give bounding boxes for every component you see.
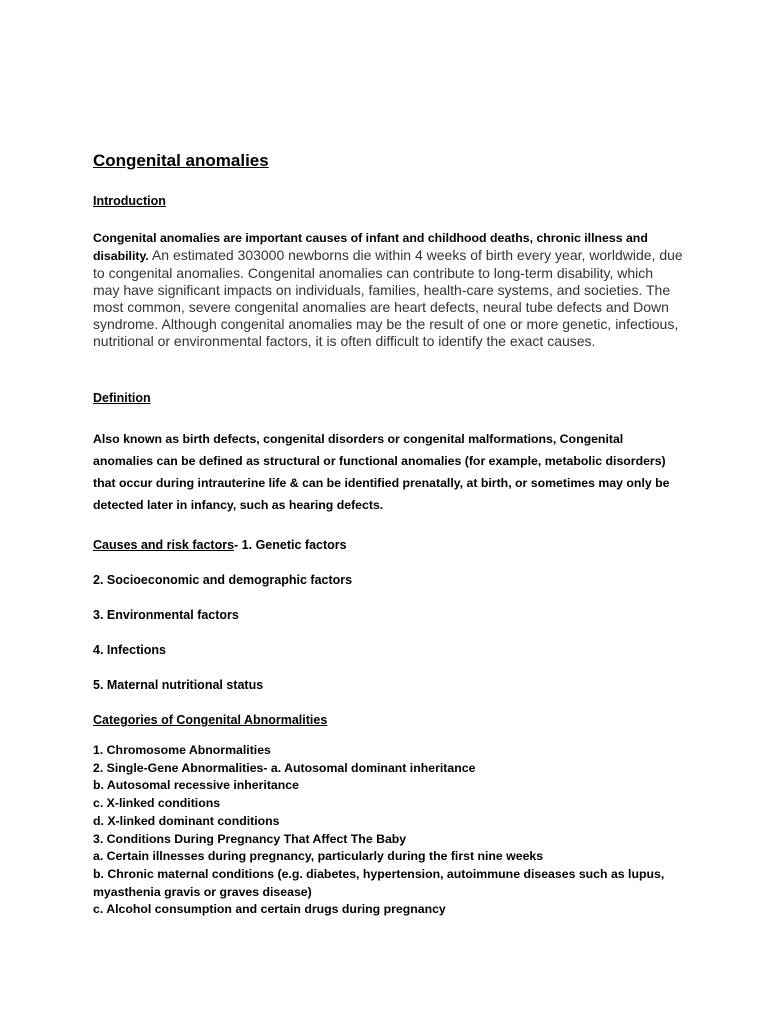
cause-item: 4. Infections [93,643,166,657]
categories-heading: Categories of Congenital Abnormalities [93,713,328,727]
category-item: 1. Chromosome Abnormalities [93,743,271,757]
category-item: d. X-linked dominant conditions [93,813,280,828]
definition-heading: Definition [93,391,151,405]
definition-paragraph: Also known as birth defects, congenital disorders or congenital malformations, Congenital anomalies can be defined as structural or functional anomalies (for example, metabolic disorders) that occur during intrauterine life & can be identified prenatally, at birth, or sometimes may only be detected later in infancy, such as hearing defects. [93,432,670,512]
category-item: 3. Conditions During Pregnancy That Affect The Baby [93,831,407,846]
document-title: Congenital anomalies [93,151,269,170]
cause-item: 2. Socioeconomic and demographic factors [93,573,353,587]
category-item: b. Chronic maternal conditions (e.g. diabetes, hypertension, autoimmune diseases such as lupus, myasthenia gravis or graves disease) [93,866,665,899]
cause-item: 5. Maternal nutritional status [93,678,264,692]
cause-item: - 1. Genetic factors [234,538,347,552]
introduction-heading: Introduction [93,194,166,208]
category-item: b. Autosomal recessive inheritance [93,778,299,793]
causes-heading: Causes and risk factors [93,538,235,552]
introduction-body-text: An estimated 303000 newborns die within 4 weeks of birth every year, worldwide, due to congenital anomalies. Congenital anomalies can contribute to long-term disability, which may have significant impacts on individuals, families, health-care systems, and societies. The most common, severe congenital anomalies are heart defects, neural tube defects and Down syndrome. Although congenital anomalies may be the result of one or more genetic, infectious, nutritional or environmental factors, it is often difficult to identify the exact causes. [93,247,683,349]
introduction-paragraph [93,229,683,350]
causes-first-line [93,538,347,552]
categories-list [93,742,683,919]
category-item: 2. Single-Gene Abnormalities- a. Autosomal dominant inheritance [93,760,476,775]
cause-item: 3. Environmental factors [93,608,239,622]
category-item: c. Alcohol consumption and certain drugs during pregnancy [93,902,446,917]
document-page [93,0,693,1024]
category-item: a. Certain illnesses during pregnancy, particularly during the first nine weeks [93,849,544,864]
category-item: c. X-linked conditions [93,796,221,811]
introduction-lead-text: Congenital anomalies are important causes of infant and childhood deaths, chronic illness and disability. [93,231,648,263]
